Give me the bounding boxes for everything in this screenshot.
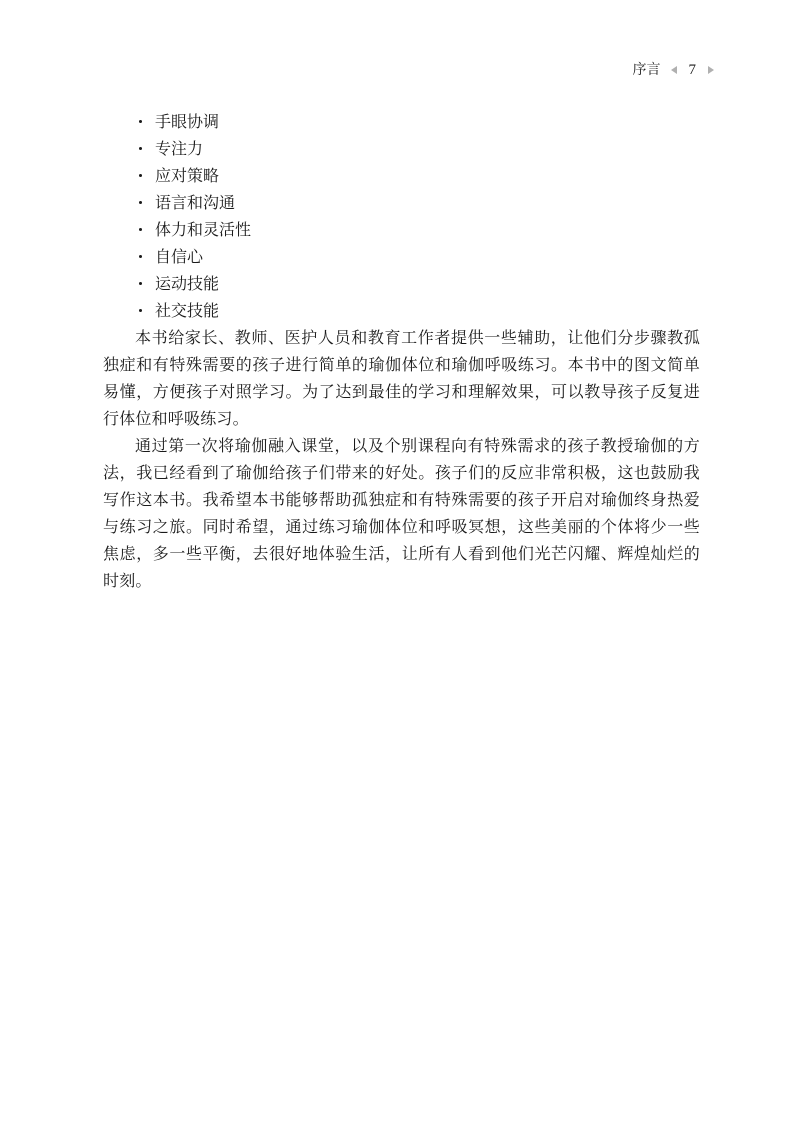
section-title: 序言 xyxy=(632,62,661,78)
list-item: 手眼协调 xyxy=(155,112,220,131)
list-item: 语言和沟通 xyxy=(155,193,236,212)
list-item: 社交技能 xyxy=(155,301,220,320)
next-page-arrow-icon xyxy=(708,66,714,74)
list-item: 运动技能 xyxy=(155,274,220,293)
page-body xyxy=(103,108,700,594)
list-item: 应对策略 xyxy=(155,166,220,185)
running-head xyxy=(633,60,715,80)
list-item: 体力和灵活性 xyxy=(155,220,252,239)
prev-page-arrow-icon xyxy=(671,66,677,74)
skills-bullet-list xyxy=(103,108,700,324)
page-number: 7 xyxy=(688,62,696,78)
list-item: 专注力 xyxy=(155,139,204,158)
paragraph-book-purpose: 本书给家长、教师、医护人员和教育工作者提供一些辅助，让他们分步骤教孤独症和有特殊需要的孩子进行简单的瑜伽体位和瑜伽呼吸练习。本书中的图文简单易懂，方便孩子对照学习。为了达到最佳的学习和理解效果，可以教导孩子反复进行体位和呼吸练习。 xyxy=(103,328,700,428)
paragraph-author-motivation: 通过第一次将瑜伽融入课堂，以及个别课程向有特殊需求的孩子教授瑜伽的方法，我已经看到了瑜伽给孩子们带来的好处。孩子们的反应非常积极，这也鼓励我写作这本书。我希望本书能够帮助孤独症和有特殊需要的孩子开启对瑜伽终身热爱与练习之旅。同时希望，通过练习瑜伽体位和呼吸冥想，这些美丽的个体将少一些焦虑，多一些平衡，去很好地体验生活，让所有人看到他们光芒闪耀、辉煌灿烂的时刻。 xyxy=(103,436,700,590)
list-item: 自信心 xyxy=(155,247,204,266)
